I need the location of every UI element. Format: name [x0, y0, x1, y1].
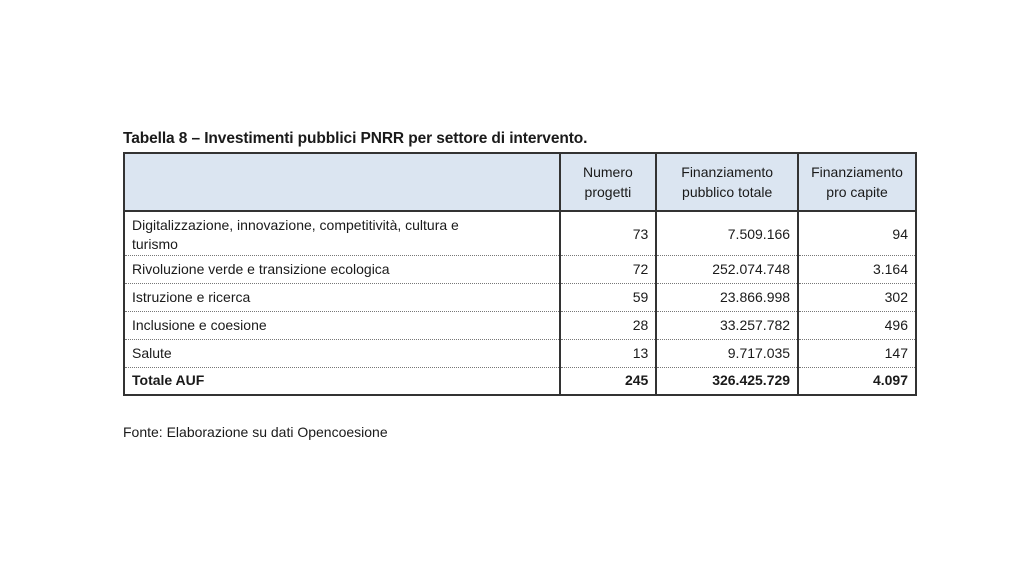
cell-settore: Rivoluzione verde e transizione ecologica — [124, 255, 560, 283]
cell-pro-capite: 302 — [798, 283, 916, 311]
cell-numero-progetti: 73 — [560, 211, 657, 255]
cell-numero-progetti-total: 245 — [560, 367, 657, 395]
cell-finanziamento-totale: 23.866.998 — [656, 283, 798, 311]
table-row — [124, 255, 916, 283]
header-pro-capite — [798, 153, 916, 211]
table-row — [124, 311, 916, 339]
investment-table — [123, 152, 917, 396]
cell-settore: Istruzione e ricerca — [124, 283, 560, 311]
cell-finanziamento-totale-total: 326.425.729 — [656, 367, 798, 395]
table-total-row — [124, 367, 916, 395]
cell-settore-total: Totale AUF — [132, 372, 205, 389]
cell-pro-capite-total: 4.097 — [798, 367, 916, 395]
cell-pro-capite: 3.164 — [798, 255, 916, 283]
header-line: Finanziamento — [811, 164, 903, 180]
header-line: Finanziamento — [681, 164, 774, 180]
table-row — [124, 339, 916, 367]
header-line: pro capite — [826, 184, 888, 200]
header-line: pubblico totale — [682, 184, 773, 200]
cell-pro-capite: 147 — [798, 339, 916, 367]
cell-finanziamento-totale: 7.509.166 — [656, 211, 798, 255]
header-finanziamento-totale — [656, 153, 798, 211]
header-line: progetti — [584, 184, 632, 200]
header-numero-progetti — [560, 153, 657, 211]
cell-pro-capite: 94 — [798, 211, 916, 255]
cell-numero-progetti: 28 — [560, 311, 657, 339]
cell-finanziamento-totale: 33.257.782 — [656, 311, 798, 339]
cell-numero-progetti: 59 — [560, 283, 657, 311]
source-note: Fonte: Elaborazione su dati Opencoesione — [123, 424, 388, 440]
cell-settore: Inclusione e coesione — [124, 311, 560, 339]
table-title: Tabella 8 – Investimenti pubblici PNRR per settore di intervento. — [123, 130, 588, 147]
cell-pro-capite: 496 — [798, 311, 916, 339]
header-settore — [124, 153, 560, 211]
cell-settore: Digitalizzazione, innovazione, competitività, cultura e turismo — [124, 211, 560, 255]
table-row — [124, 283, 916, 311]
cell-numero-progetti: 13 — [560, 339, 657, 367]
table-row — [124, 211, 916, 255]
cell-numero-progetti: 72 — [560, 255, 657, 283]
header-line: Numero — [583, 164, 633, 180]
cell-finanziamento-totale: 9.717.035 — [656, 339, 798, 367]
cell-settore: Salute — [124, 339, 560, 367]
cell-finanziamento-totale: 252.074.748 — [656, 255, 798, 283]
table-header-row — [124, 153, 916, 211]
